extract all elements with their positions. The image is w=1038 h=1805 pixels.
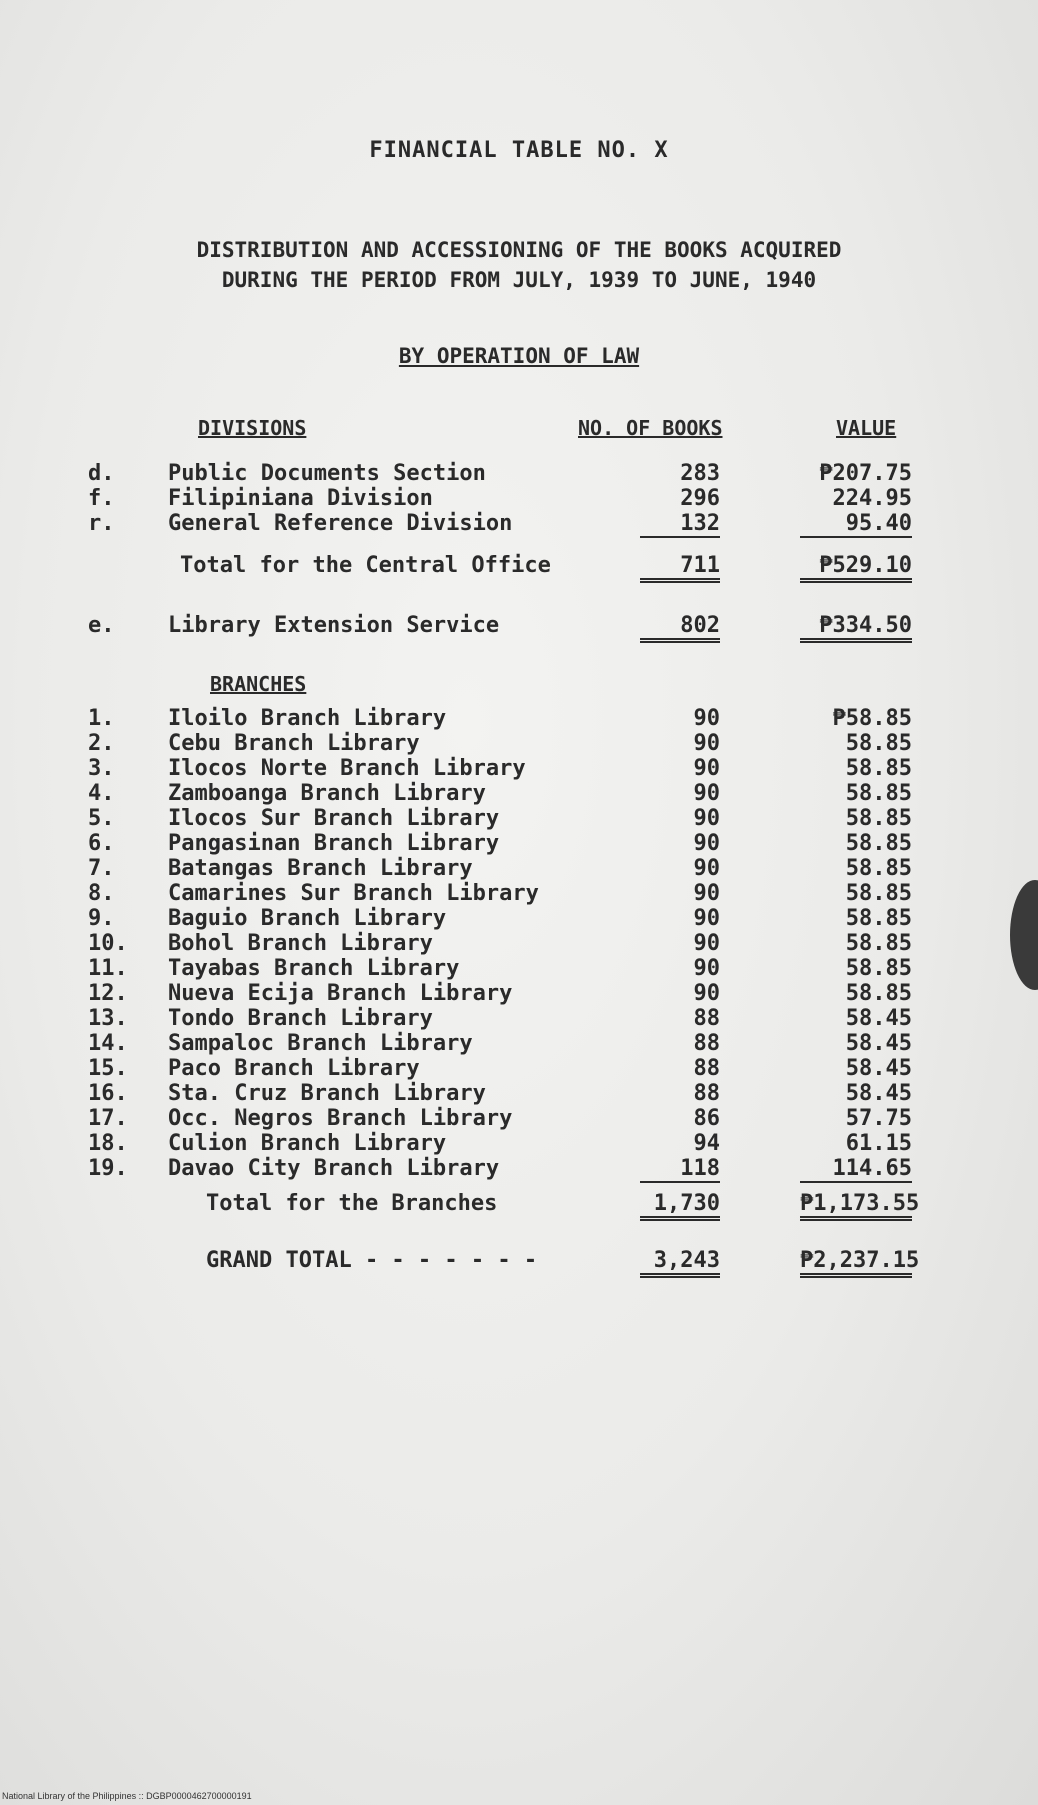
row-mark: 18. bbox=[88, 1131, 128, 1156]
row-mark: 19. bbox=[88, 1156, 128, 1181]
row-mark: 11. bbox=[88, 956, 128, 981]
row-name: Paco Branch Library bbox=[168, 1056, 420, 1081]
branches-total-books: 1,730 bbox=[640, 1191, 720, 1221]
table-row bbox=[0, 1081, 1038, 1106]
row-books: 90 bbox=[693, 756, 720, 781]
table-row bbox=[0, 831, 1038, 856]
row-books: 296 bbox=[680, 486, 720, 511]
row-value: ₱58.85 bbox=[832, 706, 912, 731]
row-name: Occ. Negros Branch Library bbox=[168, 1106, 513, 1131]
branches-total-value: ₱1,173.55 bbox=[800, 1191, 912, 1221]
row-books: 802 bbox=[640, 613, 720, 643]
table-row bbox=[0, 856, 1038, 881]
row-value: 58.85 bbox=[845, 981, 912, 1006]
row-books: 94 bbox=[693, 1131, 720, 1156]
branches-total-row bbox=[0, 1191, 1038, 1216]
table-title: FINANCIAL TABLE NO. X bbox=[369, 138, 669, 163]
row-name: Nueva Ecija Branch Library bbox=[168, 981, 513, 1006]
row-mark: 15. bbox=[88, 1056, 128, 1081]
row-name: Filipiniana Division bbox=[168, 486, 433, 511]
row-name: Tayabas Branch Library bbox=[168, 956, 460, 981]
grand-total-label: GRAND TOTAL - - - - - - - bbox=[206, 1248, 538, 1273]
row-value: 58.85 bbox=[845, 831, 912, 856]
row-value: 61.15 bbox=[845, 1131, 912, 1156]
row-value: 58.45 bbox=[845, 1006, 912, 1031]
column-header-books: NO. OF BOOKS bbox=[578, 416, 723, 440]
row-name: Library Extension Service bbox=[168, 613, 500, 638]
row-books: 88 bbox=[693, 1006, 720, 1031]
branches-heading: BRANCHES bbox=[210, 672, 307, 696]
row-value: 58.45 bbox=[845, 1031, 912, 1056]
row-books: 118 bbox=[640, 1156, 720, 1183]
table-row bbox=[0, 731, 1038, 756]
row-mark: 7. bbox=[88, 856, 115, 881]
table-row bbox=[0, 1156, 1038, 1181]
row-books: 90 bbox=[693, 956, 720, 981]
row-name: Cebu Branch Library bbox=[168, 731, 420, 756]
central-total-row bbox=[0, 553, 1038, 578]
table-row bbox=[0, 1131, 1038, 1156]
table-row bbox=[0, 756, 1038, 781]
row-value: 58.85 bbox=[845, 906, 912, 931]
row-books: 90 bbox=[693, 706, 720, 731]
table-row bbox=[0, 1056, 1038, 1081]
table-row bbox=[0, 511, 1038, 536]
row-mark: 5. bbox=[88, 806, 115, 831]
row-value: 58.85 bbox=[845, 956, 912, 981]
row-value: 58.85 bbox=[845, 781, 912, 806]
row-mark: 1. bbox=[88, 706, 115, 731]
grand-total-row bbox=[0, 1248, 1038, 1273]
row-value: 58.85 bbox=[845, 756, 912, 781]
branches-total-label: Total for the Branches bbox=[206, 1191, 498, 1216]
row-name: Camarines Sur Branch Library bbox=[168, 881, 539, 906]
row-mark: 3. bbox=[88, 756, 115, 781]
subtitle-line-3: BY OPERATION OF LAW bbox=[398, 344, 640, 368]
row-books: 90 bbox=[693, 806, 720, 831]
row-books: 90 bbox=[693, 831, 720, 856]
row-books: 90 bbox=[693, 931, 720, 956]
table-row bbox=[0, 956, 1038, 981]
table-row bbox=[0, 706, 1038, 731]
row-value: ₱334.50 bbox=[800, 613, 912, 643]
row-name: Public Documents Section bbox=[168, 461, 486, 486]
row-mark: f. bbox=[88, 486, 115, 511]
row-value: 114.65 bbox=[800, 1156, 912, 1183]
table-row bbox=[0, 881, 1038, 906]
row-mark: 12. bbox=[88, 981, 128, 1006]
row-value: 58.85 bbox=[845, 806, 912, 831]
row-mark: 10. bbox=[88, 931, 128, 956]
row-books: 90 bbox=[693, 781, 720, 806]
row-value: 58.85 bbox=[845, 856, 912, 881]
central-total-value: ₱529.10 bbox=[800, 553, 912, 583]
table-row bbox=[0, 1106, 1038, 1131]
row-value: 58.45 bbox=[845, 1081, 912, 1106]
central-total-label: Total for the Central Office bbox=[180, 553, 551, 578]
row-value: 58.85 bbox=[845, 881, 912, 906]
row-mark: 6. bbox=[88, 831, 115, 856]
column-header-value: VALUE bbox=[836, 416, 897, 440]
table-row bbox=[0, 806, 1038, 831]
row-name: Ilocos Sur Branch Library bbox=[168, 806, 500, 831]
row-value: 58.85 bbox=[845, 731, 912, 756]
table-row bbox=[0, 931, 1038, 956]
table-row bbox=[0, 1031, 1038, 1056]
row-name: Sta. Cruz Branch Library bbox=[168, 1081, 486, 1106]
row-value: 224.95 bbox=[832, 486, 912, 511]
row-name: Sampaloc Branch Library bbox=[168, 1031, 473, 1056]
row-books: 90 bbox=[693, 881, 720, 906]
row-name: Pangasinan Branch Library bbox=[168, 831, 500, 856]
row-name: Batangas Branch Library bbox=[168, 856, 473, 881]
row-mark: e. bbox=[88, 613, 115, 638]
row-name: Culion Branch Library bbox=[168, 1131, 447, 1156]
row-mark: 9. bbox=[88, 906, 115, 931]
row-mark: 8. bbox=[88, 881, 115, 906]
extension-row bbox=[0, 613, 1038, 638]
row-value: 58.85 bbox=[845, 931, 912, 956]
table-row bbox=[0, 981, 1038, 1006]
row-books: 90 bbox=[693, 731, 720, 756]
row-books: 132 bbox=[640, 511, 720, 538]
row-books: 88 bbox=[693, 1031, 720, 1056]
row-mark: d. bbox=[88, 461, 115, 486]
row-value: 95.40 bbox=[800, 511, 912, 538]
row-name: Baguio Branch Library bbox=[168, 906, 447, 931]
row-mark: 16. bbox=[88, 1081, 128, 1106]
row-name: General Reference Division bbox=[168, 511, 513, 536]
row-books: 90 bbox=[693, 906, 720, 931]
central-total-books: 711 bbox=[640, 553, 720, 583]
row-value: 57.75 bbox=[845, 1106, 912, 1131]
row-books: 86 bbox=[693, 1106, 720, 1131]
row-mark: 13. bbox=[88, 1006, 128, 1031]
table-row bbox=[0, 1006, 1038, 1031]
row-books: 283 bbox=[680, 461, 720, 486]
row-books: 90 bbox=[693, 856, 720, 881]
row-name: Iloilo Branch Library bbox=[168, 706, 447, 731]
grand-total-books: 3,243 bbox=[640, 1248, 720, 1278]
row-name: Bohol Branch Library bbox=[168, 931, 433, 956]
table-row bbox=[0, 461, 1038, 486]
subtitle-line-1: DISTRIBUTION AND ACCESSIONING OF THE BOOKS ACQUIRED bbox=[196, 238, 842, 262]
row-name: Zamboanga Branch Library bbox=[168, 781, 486, 806]
grand-total-value: ₱2,237.15 bbox=[800, 1248, 912, 1278]
column-header-divisions: DIVISIONS bbox=[198, 416, 307, 440]
row-books: 88 bbox=[693, 1081, 720, 1106]
row-mark: 17. bbox=[88, 1106, 128, 1131]
table-row bbox=[0, 486, 1038, 511]
row-mark: r. bbox=[88, 511, 115, 536]
table-row bbox=[0, 906, 1038, 931]
row-name: Davao City Branch Library bbox=[168, 1156, 500, 1181]
row-books: 90 bbox=[693, 981, 720, 1006]
row-books: 88 bbox=[693, 1056, 720, 1081]
row-name: Tondo Branch Library bbox=[168, 1006, 433, 1031]
row-mark: 2. bbox=[88, 731, 115, 756]
table-row bbox=[0, 781, 1038, 806]
footer-credit: National Library of the Philippines :: DGBP0000462700000191 bbox=[2, 1791, 252, 1801]
row-name: Ilocos Norte Branch Library bbox=[168, 756, 526, 781]
row-mark: 4. bbox=[88, 781, 115, 806]
row-mark: 14. bbox=[88, 1031, 128, 1056]
row-value: ₱207.75 bbox=[819, 461, 912, 486]
row-value: 58.45 bbox=[845, 1056, 912, 1081]
subtitle-line-2: DURING THE PERIOD FROM JULY, 1939 TO JUNE, 1940 bbox=[221, 268, 817, 292]
